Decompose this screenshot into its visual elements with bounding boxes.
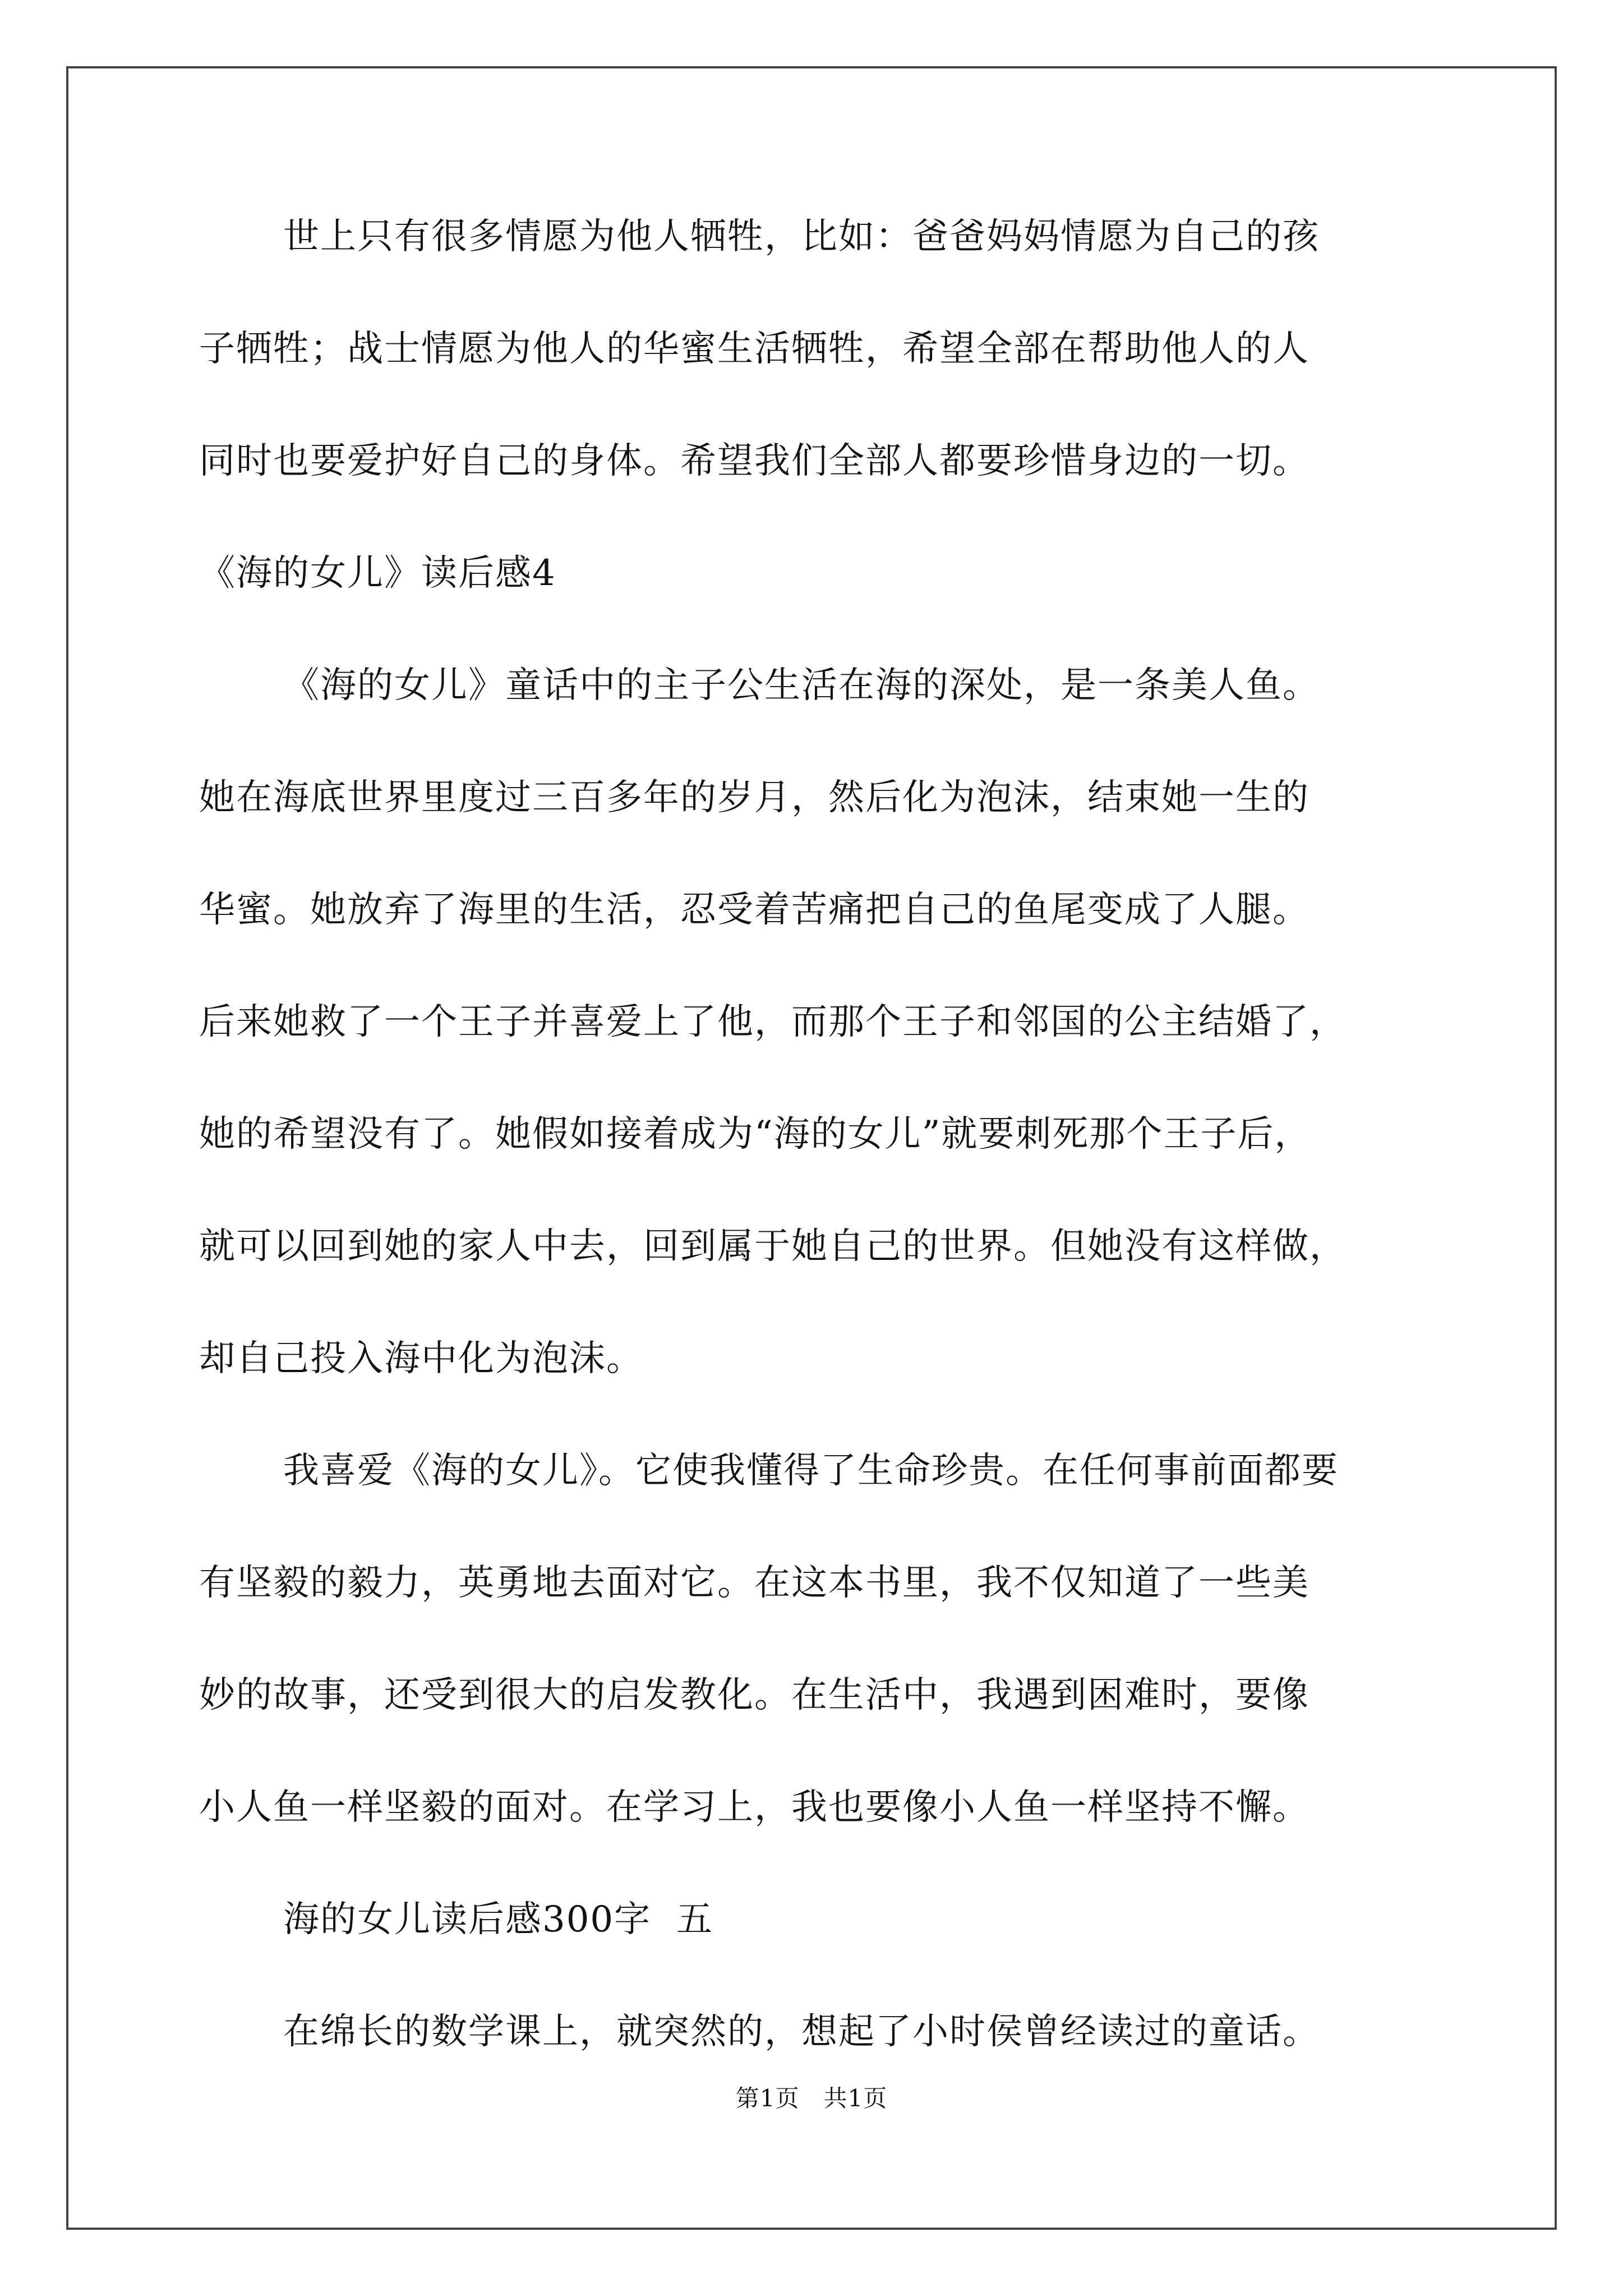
paragraph-line: 妙的故事，还受到很大的启发教化。在生活中，我遇到困难时，要像 — [199, 1674, 1310, 1716]
paragraph-line: 子牺牲；战士情愿为他人的华蜜生活牺牲，希望全部在帮助他人的人 — [199, 328, 1310, 370]
paragraph-line: 小人鱼一样坚毅的面对。在学习上，我也要像小人鱼一样坚持不懈。 — [199, 1787, 1310, 1828]
paragraph-line: 她在海底世界里度过三百多年的岁月，然后化为泡沫，结束她一生的 — [199, 777, 1310, 818]
paragraph-line: 世上只有很多情愿为他人牺牲，比如：爸爸妈妈情愿为自己的孩 — [283, 216, 1320, 257]
paragraph-line: 却自己投入海中化为泡沫。 — [199, 1338, 643, 1379]
paragraph-line: 华蜜。她放弃了海里的生活，忍受着苦痛把自己的鱼尾变成了人腿。 — [199, 889, 1310, 931]
paragraph-line: 她的希望没有了。她假如接着成为“海的女儿”就要刺死那个王子后， — [199, 1114, 1312, 1155]
section-heading: 《海的女儿》读后感4 — [199, 553, 556, 594]
paragraph-line: 《海的女儿》童话中的主子公生活在海的深处，是一条美人鱼。 — [283, 665, 1320, 706]
paragraph-line: 同时也要爱护好自己的身体。希望我们全部人都要珍惜身边的一切。 — [199, 440, 1310, 482]
page-footer: 第1页 共1页 — [735, 2085, 888, 2112]
section-heading: 海的女儿读后感300字 五 — [283, 1899, 713, 1940]
document-body — [199, 216, 1483, 2126]
paragraph-line: 我喜爱《海的女儿》。它使我懂得了生命珍贵。在任何事前面都要 — [283, 1450, 1339, 1492]
paragraph-line: 就可以回到她的家人中去，回到属于她自己的世界。但她没有这样做， — [199, 1226, 1347, 1267]
paragraph-line: 在绵长的数学课上，就突然的，想起了小时侯曾经读过的童话。 — [283, 2011, 1320, 2053]
paragraph-line: 后来她救了一个王子并喜爱上了他，而那个王子和邻国的公主结婚了， — [199, 1001, 1347, 1043]
paragraph-line: 有坚毅的毅力，英勇地去面对它。在这本书里，我不仅知道了一些美 — [199, 1562, 1310, 1604]
